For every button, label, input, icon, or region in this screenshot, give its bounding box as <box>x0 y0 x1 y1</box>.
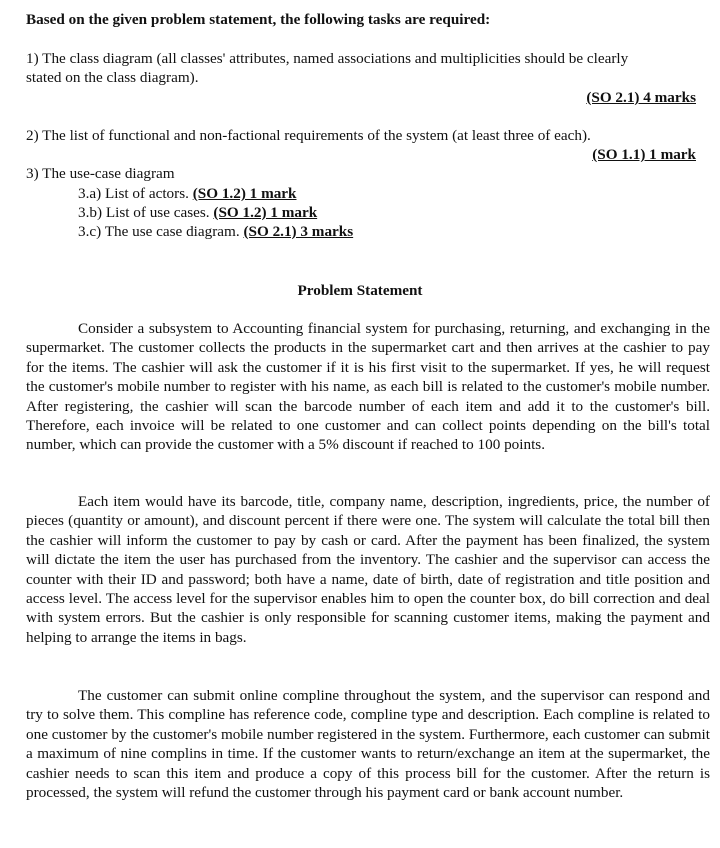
instructions-header: Based on the given problem statement, the following tasks are required: <box>26 11 491 28</box>
task-3c-text: 3.c) The use case diagram. <box>78 223 244 240</box>
task-2-line-1: 2) The list of functional and non-factional requirements of the system (at least three of each). <box>26 127 591 144</box>
task-3c-marks: (SO 2.1) 3 marks <box>243 223 354 240</box>
problem-statement-title: Problem Statement <box>297 282 423 299</box>
task-3a-text: 3.a) List of actors. <box>78 185 193 202</box>
paragraph-2: Each item would have its barcode, title, company name, description, ingredients, price, the number of pieces (quantity or amount), and discount percent if there were one. The system will calculate the total bill then the cashier will inform the customer to pay by cash or card. After the payment has been finalized, the system will dictate the item the user has purchased from the inventory. The cashier and the supervisor can access the counter with their ID and password; both have a name, date of birth, date of registration and title position and access level. The access level for the supervisor enables him to open the counter box, do bill correction and deal with system errors. But the cashier is only responsible for scanning customer items, making the payment and helping to arrange the items in bags. <box>26 493 710 646</box>
task-3-line-1: 3) The use-case diagram <box>26 165 175 182</box>
task-1-line-2: stated on the class diagram). <box>26 69 199 86</box>
task-3c <box>78 222 353 241</box>
paragraph-3: The customer can submit online compline throughout the system, and the supervisor can respond and try to solve them. This compline has reference code, compline type and description. Each compline is related to one customer by the customer's mobile number registered in the system. Furthermore, each customer can submit a maximum of nine complins in time. If the customer wants to return/exchange an item at the supermarket, the cashier needs to scan this item and produce a copy of this process bill for the customer. After the return is processed, the system will refund the customer through his payment card or bank account number. <box>26 687 710 802</box>
task-3b-text: 3.b) List of use cases. <box>78 204 214 221</box>
task-1-marks: (SO 2.1) 4 marks <box>586 89 696 106</box>
task-3a-marks: (SO 1.2) 1 mark <box>192 185 297 202</box>
task-2-marks: (SO 1.1) 1 mark <box>592 146 696 163</box>
task-3a <box>78 184 297 203</box>
task-3b-marks: (SO 1.2) 1 mark <box>213 204 318 221</box>
paragraph-1: Consider a subsystem to Accounting financial system for purchasing, returning, and exchanging in the supermarket. The customer collects the products in the supermarket cart and then arrives at the cashier to pay for the items. The cashier will ask the customer if it is his first visit to the supermarket. If yes, he will request the customer's mobile number to register with his name, as each bill is related to the customer's mobile number. After registering, the cashier will scan the barcode number of each item and add it to the customer's bill. Therefore, each invoice will be related to one customer and can collect points depending on the bill's total number, which can provide the customer with a 5% discount if reached to 100 points. <box>26 320 710 454</box>
task-3b <box>78 203 317 222</box>
task-1-line-1: 1) The class diagram (all classes' attributes, named associations and multiplicities should be clearly <box>26 50 629 67</box>
